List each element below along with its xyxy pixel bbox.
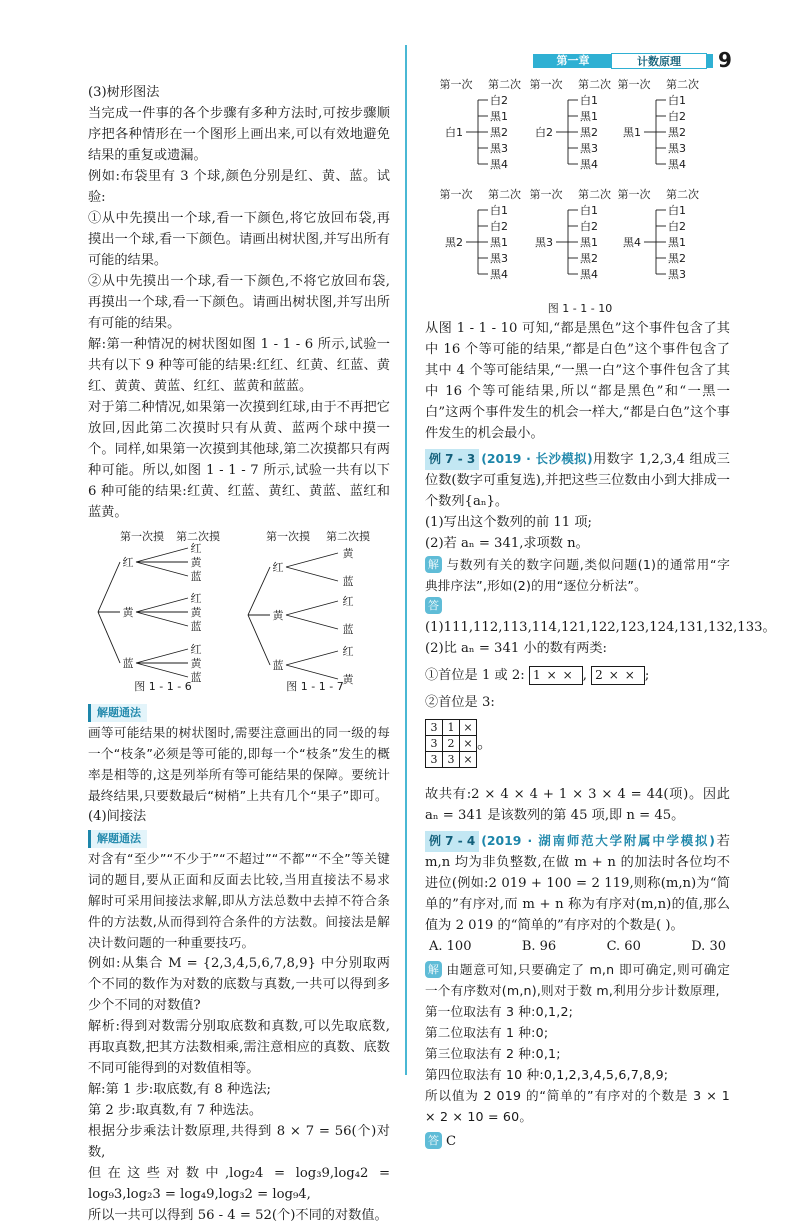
tree-leaf-label: 红 (190, 542, 202, 555)
page-number: 9 (718, 48, 732, 72)
tree-diagram-1-1-10 (440, 78, 745, 318)
grid-cell: 3 (426, 720, 443, 736)
tree-leaf-label: 黑1 (668, 236, 686, 249)
example-source: (2019 · 湖南师范大学附属中学模拟) (481, 833, 715, 848)
grid-cell: × (460, 720, 477, 736)
tree-leaf-label: 黑3 (580, 142, 598, 155)
tree-root-label: 黑4 (623, 236, 641, 249)
example-text: 用数字 1,2,3,4 组成三位数(数字可重复选),并把这些三位数由小到大排成一个数列{aₙ}。 (425, 452, 730, 509)
grid-cell: 3 (443, 752, 460, 768)
paragraph: 所以一共可以得到 56 - 4 = 52(个)不同的对数值。 (88, 1208, 388, 1223)
solution-line: 第一位取法有 3 种:0,1,2; (425, 1004, 574, 1019)
box-2xx: 2×× (591, 666, 645, 685)
heading-tree-method: (3)树形图法 (88, 85, 160, 100)
tree-leaf-label: 黑3 (668, 268, 686, 281)
choice-d: D. 30 (691, 939, 726, 954)
tree-column-label: 第一次 (617, 188, 651, 201)
solution-line: 第三位取法有 2 种:0,1; (425, 1046, 561, 1061)
section-label: 计数原理 (611, 53, 707, 69)
tree-column-label: 第二次 (578, 78, 611, 91)
tree-column-label: 第一次 (529, 78, 563, 91)
tree-leaf-label: 白2 (668, 220, 686, 233)
tree-leaf-label: 白1 (580, 204, 598, 217)
tree-branch (248, 567, 270, 615)
example-text: 若 m,n 均为非负整数,在做 m + n 的加法时各位均不进位(例如:2 019 + 100 = 2 119,则称(m,n)为“简单的”有序对,而 m + n 称为有序对(m,n)的值,那么值为 2 019 的“简单的”有序对的个数是( )。 (425, 834, 730, 933)
paragraph: 例如:从集合 M = {2,3,4,5,6,7,8,9} 中分别取两个不同的数作为对数的底数与真数,一共可以得到多少个不同的对数值? (88, 956, 390, 1013)
tree-branch (136, 548, 188, 562)
tree-column-label: 第二次 (488, 78, 521, 91)
answer-total: 故共有:2 × 4 × 4 + 1 × 3 × 4 = 44(项)。因此 aₙ = 341 是该数列的第 45 项,即 n = 45。 (425, 787, 730, 823)
tree-leaf-label: 红 (190, 592, 202, 605)
tree-leaf-label: 黑2 (490, 126, 508, 139)
tree-branch (136, 663, 188, 677)
question-2: (2)若 aₙ = 341,求项数 n。 (425, 536, 589, 551)
tree-branch (136, 598, 188, 612)
tree-leaf-label: 蓝 (190, 620, 202, 633)
fig10-text-block: 从图 1 - 1 - 10 可知,“都是黑色”这个事件包含了其中 16 个等可能的结果,“都是白色”这个事件包含了其中 4 个等可能结果,“一黑一白”这个事件包含了其中 16 个等可能结果,所以“都是黑色”和“一黑一白”这两个事件发生的机会一样大,“都是白色”这个事件发生的机会最小。 例 7 - 3 (2019 · 长沙模拟)用数字 1,2,3,4 组成三位数(数字可重复选),并把这些三位数由小到大排成一个数列{aₙ}。 (1)写出这个数列的前 11 项; (2)若 aₙ = 341,求项数 n。 解 与数列有关的数字问题,类似问题(1)的通常用“字典排序法”,形如(2)的用“逐位分析法”。 答(1)111,112,113,114,121,122,123,124,131,132,133。 (2)比 aₙ = 341 小的数有两类: ①首位是 1 或 2: 1×× , 2×× ; ②首位是 3: 3 1 × 3 2 × 3 3 ×。 故共有:2 × 4 × 4 + 1 × 3 × 4 = 44(项)。因此 aₙ = 341 是该数列的第 45 项,即 n = 45。 例 7 - 4 (2019 · 湖南师范大学附属中学模拟)若 m,n 均为非负整数,在做 m + n 的加法时各位均不进位(例如:2 019 + 100 = 2 119,则称(m,n)为“简单的”有序对,而 m + n 称为有序对(m,n)的值,那么值为 2 019 的“简单的”有序对的个数是( )。 A. 100 B. 96 C. 60 D. 30 解 由题意可知,只要确定了 m,n 即可确定,则可确定一个有序数对(m,n),则对于数 m,利用分步计数原理, 第一位取法有 3 种:0,1,2; 第二位取法有 1 种:0; 第三位取法有 2 种:0,1; 第四位取法有 10 种:0,1,2,3,4,5,6,7,8,9; 所以值为 2 019 的“简单的”有序对的个数是 3 × 1 × 2 × 10 = 60。 答 C (425, 318, 730, 1152)
tree-leaf-label: 黑3 (490, 142, 508, 155)
method-tag: 解题通法 (88, 830, 147, 848)
tree-leaf-label: 黑4 (490, 268, 508, 281)
paragraph: 第 2 步:取真数,有 7 种选法。 (88, 1103, 263, 1118)
tree-leaf-label: 黑4 (580, 268, 598, 281)
method-tag: 解题通法 (88, 704, 147, 722)
answer-boxes: ①首位是 1 或 2: 1×× , 2×× ; (425, 668, 650, 683)
tree-leaf-label: 蓝 (342, 575, 354, 588)
tree-column-label: 第二次 (578, 188, 611, 201)
tree-leaf-label: 黄 (190, 606, 202, 619)
figure-caption: 图 1 - 1 - 7 (286, 680, 344, 693)
tree-column-label: 第一次摸 (120, 530, 164, 543)
solution-block: 解 与数列有关的数字问题,类似问题(1)的通常用“字典排序法”,形如(2)的用“逐位分析法”。 (425, 557, 730, 593)
tree-root-label: 黑3 (535, 236, 553, 249)
tree-root-label: 黄 (122, 606, 134, 619)
tree-branch (286, 665, 338, 679)
tree-leaf-label: 红 (342, 645, 354, 658)
paragraph: 对于第二种情况,如果第一次摸到红球,由于不再把它放回,因此第二次摸时只有从黄、蓝两个球中摸一个。同样,如果第一次摸到其他球,第二次摸都只有两种可能。所以,如图 1 - 1 - 7 所示,试验一共有以下 6 种可能的结果:红黄、红蓝、黄红、黄蓝、蓝红和蓝黄。 (88, 400, 390, 520)
tree-leaf-label: 黑1 (490, 110, 508, 123)
tree-branch (136, 649, 188, 663)
tree-leaf-label: 黑4 (580, 158, 598, 171)
column-divider (405, 45, 407, 1075)
paragraph: 解:第一种情况的树状图如图 1 - 1 - 6 所示,试验一共有以下 9 种等可能的结果:红红、红黄、红蓝、黄红、黄黄、黄蓝、红红、蓝黄和蓝蓝。 (88, 337, 390, 394)
jie-badge-icon: 解 (425, 961, 442, 978)
digit-grid (425, 719, 477, 768)
tree-leaf-label: 白1 (580, 94, 598, 107)
figure-caption: 图 1 - 1 - 6 (134, 680, 192, 693)
tree-leaf-label: 黑1 (490, 236, 508, 249)
example-7-3 (425, 448, 730, 512)
tree-root-label: 蓝 (272, 659, 284, 672)
tree-leaf-label: 蓝 (190, 570, 202, 583)
choice-c: C. 60 (606, 939, 641, 954)
tree-leaf-label: 红 (190, 643, 202, 656)
choice-b: B. 96 (521, 939, 557, 954)
tree-leaf-label: 黑4 (490, 158, 508, 171)
tree-leaf-label: 白2 (490, 94, 508, 107)
tree-leaf-label: 黄 (342, 547, 354, 560)
final-answer: 答 C (425, 1131, 730, 1152)
grid-row (426, 752, 477, 768)
choice-a: A. 100 (429, 939, 472, 954)
tree-leaf-label: 白1 (490, 204, 508, 217)
example-tag: 例 7 - 4 (425, 831, 479, 852)
da-badge-icon: 答 (425, 597, 442, 614)
tree-root-label: 黑2 (445, 236, 463, 249)
tree-leaf-label: 黄 (342, 673, 354, 686)
paragraph: 根据分步乘法计数原理,共得到 8 × 7 = 56(个)对数, (88, 1124, 390, 1160)
paragraph: 当完成一件事的各个步骤有多种方法时,可按步骤顺序把各种情形在一个图形上画出来,可以有效地避免结果的重复或遗漏。 (88, 106, 390, 163)
example-7-4 (425, 830, 730, 936)
tree-root-label: 白2 (535, 126, 553, 139)
tree-column-label: 第二次摸 (176, 530, 220, 543)
solution-line: 所以值为 2 019 的“简单的”有序对的个数是 3 × 1 × 2 × 10 = 60。 (425, 1088, 730, 1124)
tree-root-label: 蓝 (122, 657, 134, 670)
tree-leaf-label: 黄 (190, 556, 202, 569)
tree-leaf-label: 蓝 (342, 623, 354, 636)
tree-root-label: 红 (122, 556, 134, 569)
tree-branch (248, 615, 270, 665)
solution-line: 第四位取法有 10 种:0,1,2,3,4,5,6,7,8,9; (425, 1067, 669, 1082)
tree-leaf-label: 黑2 (668, 252, 686, 265)
tree-branch (286, 567, 338, 581)
tree-column-label: 第一次 (440, 188, 473, 201)
method-tip: 画等可能结果的树状图时,需要注意画出的同一级的每一个“枝条”必须是等可能的,即每一个“枝条”发生的概率是相等的,这是列举所有等可能结果的保障。要统计最终结果,只要数最后“树梢”上共有几个“果子”即可。 (88, 725, 390, 803)
method-tip: 对含有“至少”“不少于”“不超过”“不都”“不全”等关键词的题目,要从正面和反面去比较,当用直接法不易求解时可采用间接法求解,即从方法总数中去掉不符合条件的方法数,从而得到符合条件的方法数。间接法是解决计数问题的一种重要技巧。 (88, 851, 390, 950)
example-source: (2019 · 长沙模拟) (481, 451, 593, 466)
grid-cell: 3 (426, 736, 443, 752)
solution-line: 第二位取法有 1 种:0; (425, 1025, 549, 1040)
tree-root-label: 红 (272, 561, 284, 574)
tree-column-label: 第一次 (440, 78, 473, 91)
tree-root-label: 黄 (272, 609, 284, 622)
paragraph: ①从中先摸出一个球,看一下颜色,将它放回布袋,再摸出一个球,看一下颜色。请画出树状图,并写出所有可能的结果。 (88, 211, 390, 268)
paragraph: ②从中先摸出一个球,看一下颜色,不将它放回布袋,再摸出一个球,看一下颜色。请画出树状图,并写出所有可能的结果。 (88, 274, 390, 331)
tree-leaf-label: 蓝 (190, 671, 202, 684)
solution-block: 解 由题意可知,只要确定了 m,n 即可确定,则可确定一个有序数对(m,n),则对于数 m,利用分步计数原理, (425, 962, 730, 998)
page-header (533, 50, 713, 70)
answer-1: 答(1)111,112,113,114,121,122,123,124,131,132,133。 (425, 599, 776, 635)
figure-caption: 图 1 - 1 - 10 (547, 302, 613, 315)
tree-branch (286, 651, 338, 665)
tree-branch (98, 562, 120, 612)
tree-branch (286, 553, 338, 567)
grid-row (426, 720, 477, 736)
answer-grid: ②首位是 3: (425, 695, 495, 710)
tree-leaf-label: 黑2 (580, 252, 598, 265)
grid-cell: × (460, 736, 477, 752)
tree-diagram-1-1-7 (240, 527, 390, 697)
tree-column-label: 第二次 (488, 188, 521, 201)
tree-leaf-label: 黄 (190, 657, 202, 670)
paragraph: 例如:布袋里有 3 个球,颜色分别是红、黄、蓝。试验: (88, 169, 390, 205)
da-badge-icon: 答 (425, 1132, 442, 1149)
grid-cell: 2 (443, 736, 460, 752)
jie-badge-icon: 解 (425, 556, 442, 573)
tree-branch (136, 612, 188, 626)
tree-branch (286, 615, 338, 629)
tree-leaf-label: 白1 (668, 94, 686, 107)
tree-branch (136, 562, 188, 576)
tree-root-label: 黑1 (623, 126, 641, 139)
tree-leaf-label: 黑1 (580, 110, 598, 123)
figures-row (88, 527, 390, 697)
tree-leaf-label: 黑2 (580, 126, 598, 139)
grid-cell: × (460, 752, 477, 768)
tree-leaf-label: 黑1 (580, 236, 598, 249)
tree-leaf-label: 白2 (490, 220, 508, 233)
tree-column-label: 第二次摸 (326, 530, 370, 543)
tree-leaf-label: 黑4 (668, 158, 686, 171)
tree-leaf-label: 黑3 (668, 142, 686, 155)
paragraph: 解析:得到对数需分别取底数和真数,可以先取底数,再取真数,把其方法数相乘,需注意相应的真数、底数不同可能得到的对数值相等。 (88, 1019, 390, 1076)
choices (425, 936, 730, 959)
tree-leaf-label: 白2 (580, 220, 598, 233)
example-tag: 例 7 - 3 (425, 449, 479, 470)
question-1: (1)写出这个数列的前 11 项; (425, 515, 592, 530)
paragraph: 解:第 1 步:取底数,有 8 种选法; (88, 1082, 271, 1097)
tree-column-label: 第二次 (666, 188, 699, 201)
grid-row (426, 736, 477, 752)
tree-column-label: 第一次摸 (266, 530, 310, 543)
answer-2: (2)比 aₙ = 341 小的数有两类: (425, 641, 607, 656)
tree-diagram-1-1-6 (88, 527, 238, 697)
left-column (88, 82, 390, 1226)
tree-leaf-label: 白1 (668, 204, 686, 217)
tree-root-label: 白1 (445, 126, 463, 139)
grid-cell: 1 (443, 720, 460, 736)
tree-leaf-label: 白2 (668, 110, 686, 123)
tree-branch (286, 601, 338, 615)
tree-column-label: 第一次 (529, 188, 563, 201)
paragraph: 从图 1 - 1 - 10 可知,“都是黑色”这个事件包含了其中 16 个等可能的结果,“都是白色”这个事件包含了其中 4 个等可能结果,“一黑一白”这个事件包含了其中 16 个等可能结果,所以“都是黑色”和“一黑一白”这两个事件发生的机会一样大,“都是白色”这个事件发生的机会最小。 (425, 321, 730, 441)
box-1xx: 1×× (529, 666, 583, 685)
paragraph: 但在这些对数中,log₂4 = log₃9,log₄2 = log₉3,log₂3 = log₄9,log₃2 = log₉4, (88, 1166, 390, 1202)
tree-branch (98, 612, 120, 663)
tree-column-label: 第一次 (617, 78, 651, 91)
tree-leaf-label: 黑3 (490, 252, 508, 265)
grid-cell: 3 (426, 752, 443, 768)
tree-column-label: 第二次 (666, 78, 699, 91)
tree-leaf-label: 红 (342, 595, 354, 608)
tree-leaf-label: 黑2 (668, 126, 686, 139)
chapter-label: 第一章 (556, 54, 590, 67)
heading-indirect-method: (4)间接法 (88, 809, 147, 824)
